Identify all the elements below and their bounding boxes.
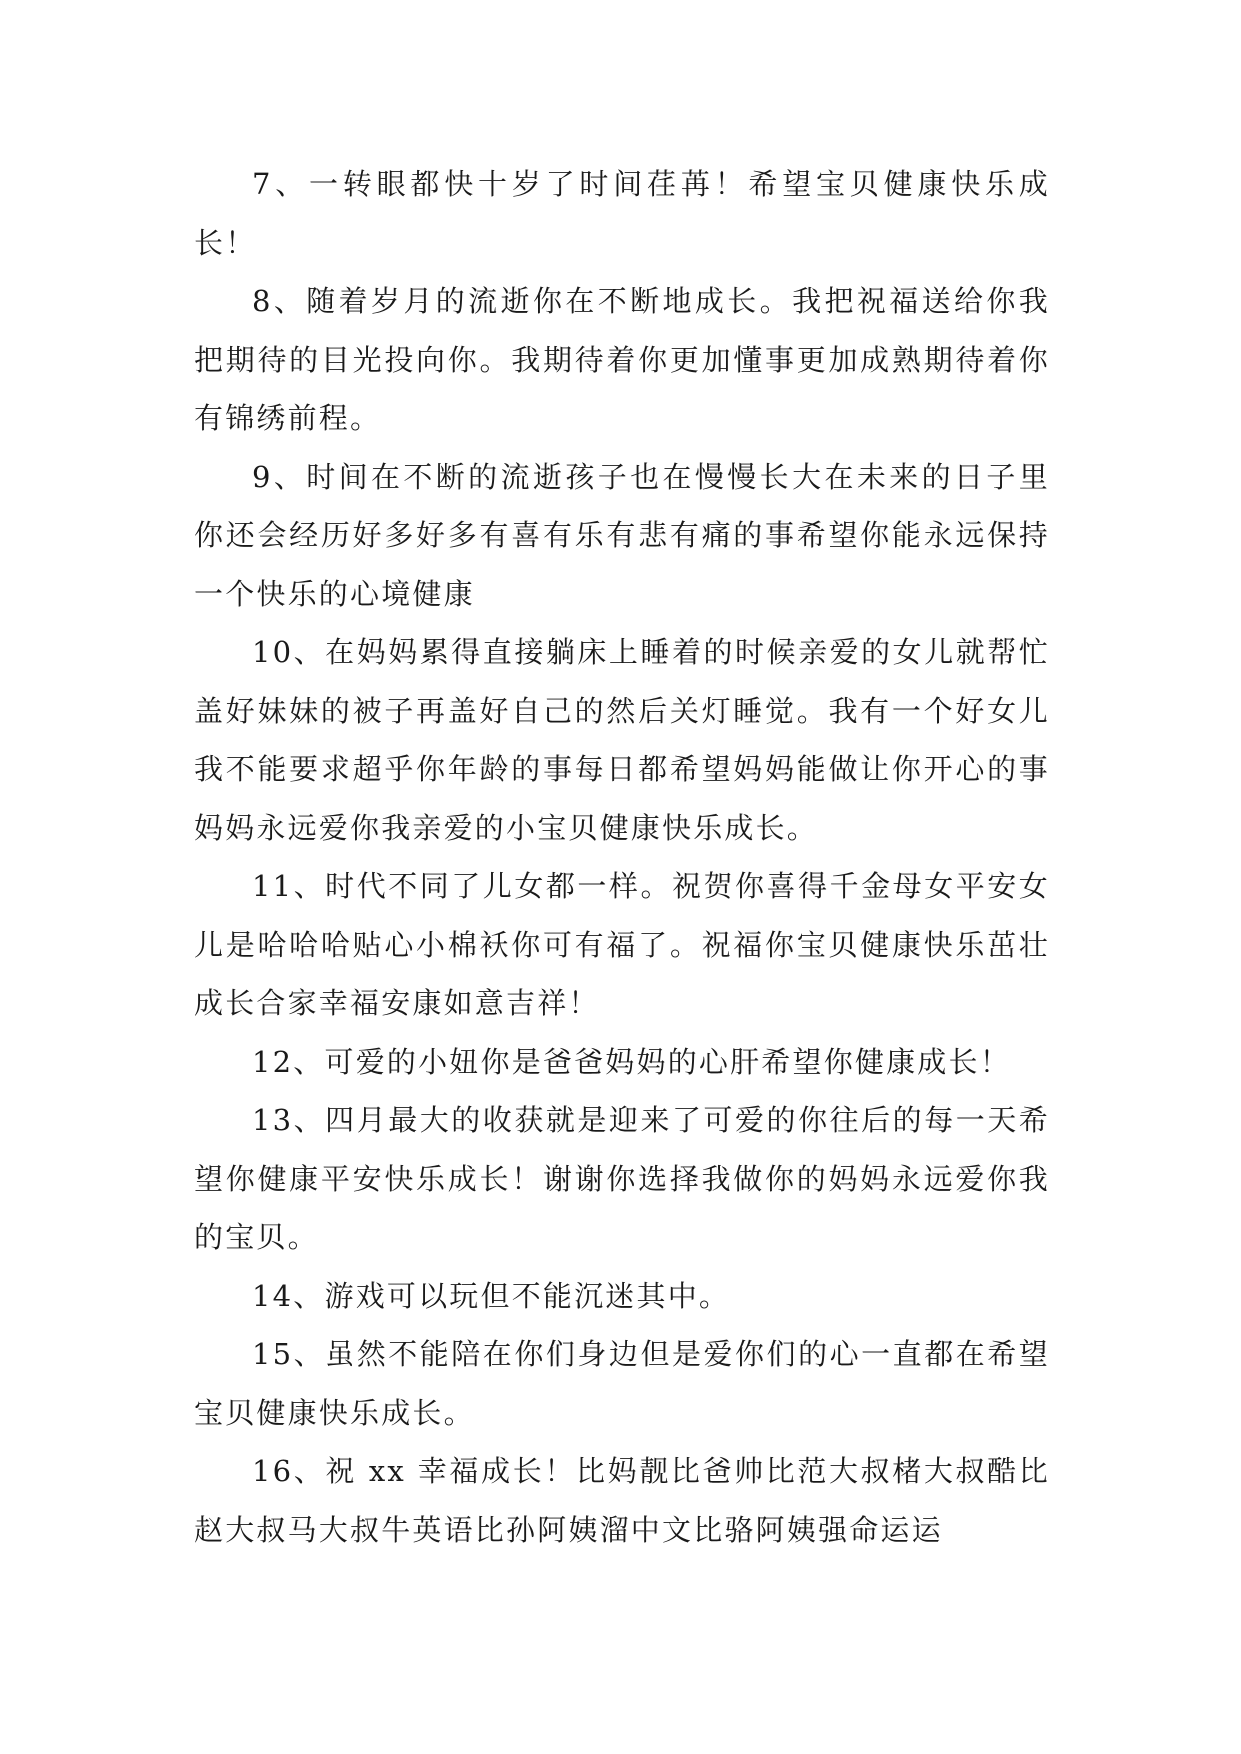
paragraph-7: 7、一转眼都快十岁了时间荏苒！希望宝贝健康快乐成长！: [194, 167, 1050, 260]
paragraph-14: 14、游戏可以玩但不能沉迷其中。: [252, 1278, 731, 1313]
document-body: [194, 155, 1050, 1559]
paragraph-12: 12、可爱的小妞你是爸爸妈妈的心肝希望你健康成长！: [252, 1044, 1011, 1079]
paragraph-16: 16、祝 xx 幸福成长！比妈靓比爸帅比范大叔楮大叔酷比赵大叔马大叔牛英语比孙阿姨溜中文比骆阿姨强命运运: [194, 1454, 1050, 1547]
paragraph-8: 8、随着岁月的流逝你在不断地成长。我把祝福送给你我把期待的目光投向你。我期待着你更加懂事更加成熟期待着你有锦绣前程。: [194, 284, 1050, 435]
paragraph-10: 10、在妈妈累得直接躺床上睡着的时候亲爱的女儿就帮忙盖好妹妹的被子再盖好自己的然后关灯睡觉。我有一个好女儿我不能要求超乎你年龄的事每日都希望妈妈能做让你开心的事妈妈永远爱你我亲爱的小宝贝健康快乐成长。: [194, 635, 1050, 845]
paragraph-11: 11、时代不同了儿女都一样。祝贺你喜得千金母女平安女儿是哈哈哈贴心小棉袄你可有福了。祝福你宝贝健康快乐茁壮成长合家幸福安康如意吉祥！: [194, 869, 1050, 1020]
paragraph-9: 9、时间在不断的流逝孩子也在慢慢长大在未来的日子里你还会经历好多好多有喜有乐有悲有痛的事希望你能永远保持一个快乐的心境健康: [194, 459, 1050, 611]
paragraph-15: 15、虽然不能陪在你们身边但是爱你们的心一直都在希望宝贝健康快乐成长。: [194, 1337, 1050, 1430]
paragraph-13: 13、四月最大的收获就是迎来了可爱的你往后的每一天希望你健康平安快乐成长！谢谢你选择我做你的妈妈永远爱你我的宝贝。: [194, 1103, 1050, 1254]
